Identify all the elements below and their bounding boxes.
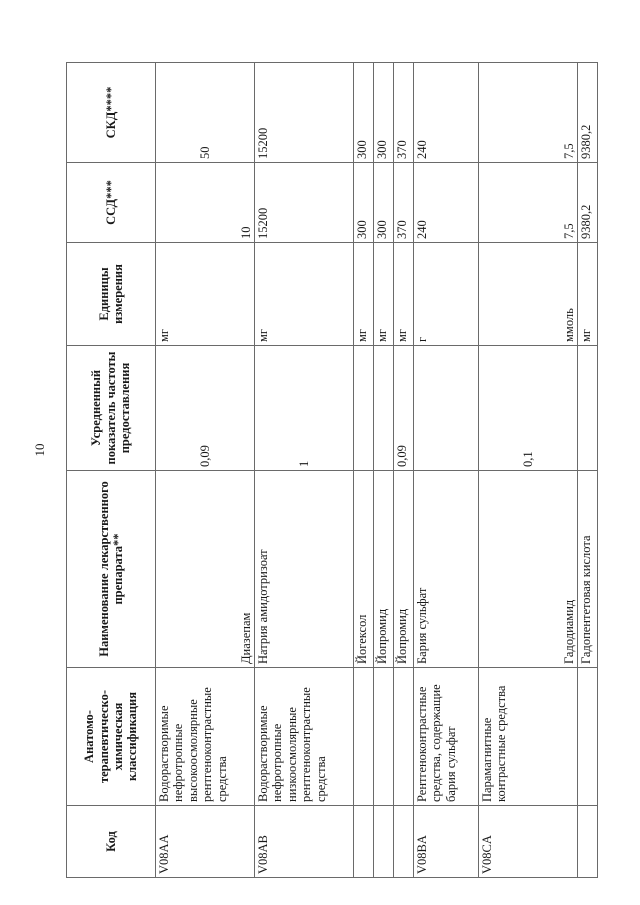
page-number: 10: [32, 443, 47, 457]
cell-class: [354, 668, 374, 806]
header-unit: Единицы измерения: [67, 243, 156, 346]
header-drug-name: Наименование лекарственного препарата**: [67, 471, 156, 668]
cell-frequency: [374, 346, 394, 471]
header-atc-class: Анатомо-терапевтическо-химическая классификация: [67, 668, 156, 806]
table-container: [66, 63, 591, 878]
cell-class: Парамагнитные контрастные средства: [479, 668, 578, 806]
cell-drug: Бария сульфат: [414, 471, 479, 668]
cell-frequency: [354, 346, 374, 471]
cell-ssd: 15200: [255, 163, 354, 243]
cell-code: V08BA: [414, 806, 479, 878]
cell-frequency: [414, 346, 479, 471]
cell-unit: г: [414, 243, 479, 346]
cell-skd: 7,5: [479, 63, 578, 163]
cell-drug: Йогексол: [354, 471, 374, 668]
cell-ssd: 10: [156, 163, 255, 243]
cell-frequency: 0,09: [394, 346, 414, 471]
cell-drug: Гадопентетовая кислота: [578, 471, 598, 668]
cell-skd: 9380,2: [578, 63, 598, 163]
cell-class: Водорастворимые нефротропные высокоосмолярные рентгеноконтрастные средства: [156, 668, 255, 806]
cell-drug: Йопромид: [374, 471, 394, 668]
table-row: [578, 63, 598, 878]
cell-drug: Гадодиамид: [479, 471, 578, 668]
cell-class: [578, 668, 598, 806]
cell-skd: 370: [394, 63, 414, 163]
cell-skd: 240: [414, 63, 479, 163]
header-code: Код: [67, 806, 156, 878]
cell-unit: ммоль: [479, 243, 578, 346]
cell-class: [394, 668, 414, 806]
cell-class: [374, 668, 394, 806]
cell-drug: Йопромид: [394, 471, 414, 668]
cell-class: Рентгеноконтрастные средства, содержащие бария сульфат: [414, 668, 479, 806]
cell-skd: 50: [156, 63, 255, 163]
cell-code: [578, 806, 598, 878]
cell-code: V08AA: [156, 806, 255, 878]
cell-skd: 300: [354, 63, 374, 163]
cell-frequency: 0,1: [479, 346, 578, 471]
cell-ssd: 300: [374, 163, 394, 243]
cell-ssd: 7,5: [479, 163, 578, 243]
table-row: [255, 63, 354, 878]
table-row: [156, 63, 255, 878]
table-header-row: [67, 63, 156, 878]
cell-unit: мг: [255, 243, 354, 346]
cell-unit: мг: [354, 243, 374, 346]
table-row: [414, 63, 479, 878]
cell-code: [354, 806, 374, 878]
cell-drug: Натрия амидотризоат: [255, 471, 354, 668]
cell-code: [394, 806, 414, 878]
cell-ssd: 370: [394, 163, 414, 243]
cell-unit: мг: [374, 243, 394, 346]
table-row: [479, 63, 578, 878]
cell-class: Водорастворимые нефротропные низкоосмолярные рентгеноконтрастные средства: [255, 668, 354, 806]
table-row: [354, 63, 374, 878]
table-row: [374, 63, 394, 878]
drug-table: [66, 62, 598, 878]
cell-ssd: 300: [354, 163, 374, 243]
cell-drug: Диазепам: [156, 471, 255, 668]
cell-skd: 15200: [255, 63, 354, 163]
cell-code: V08CA: [479, 806, 578, 878]
table-row: [394, 63, 414, 878]
cell-unit: мг: [156, 243, 255, 346]
cell-frequency: [578, 346, 598, 471]
cell-ssd: 240: [414, 163, 479, 243]
cell-skd: 300: [374, 63, 394, 163]
cell-code: V08AB: [255, 806, 354, 878]
cell-unit: мг: [578, 243, 598, 346]
cell-code: [374, 806, 394, 878]
cell-frequency: 1: [255, 346, 354, 471]
cell-unit: мг: [394, 243, 414, 346]
header-ssd: ССД***: [67, 163, 156, 243]
header-frequency: Усредненный показатель частоты предоставления: [67, 346, 156, 471]
cell-frequency: 0,09: [156, 346, 255, 471]
cell-ssd: 9380,2: [578, 163, 598, 243]
header-skd: СКД****: [67, 63, 156, 163]
